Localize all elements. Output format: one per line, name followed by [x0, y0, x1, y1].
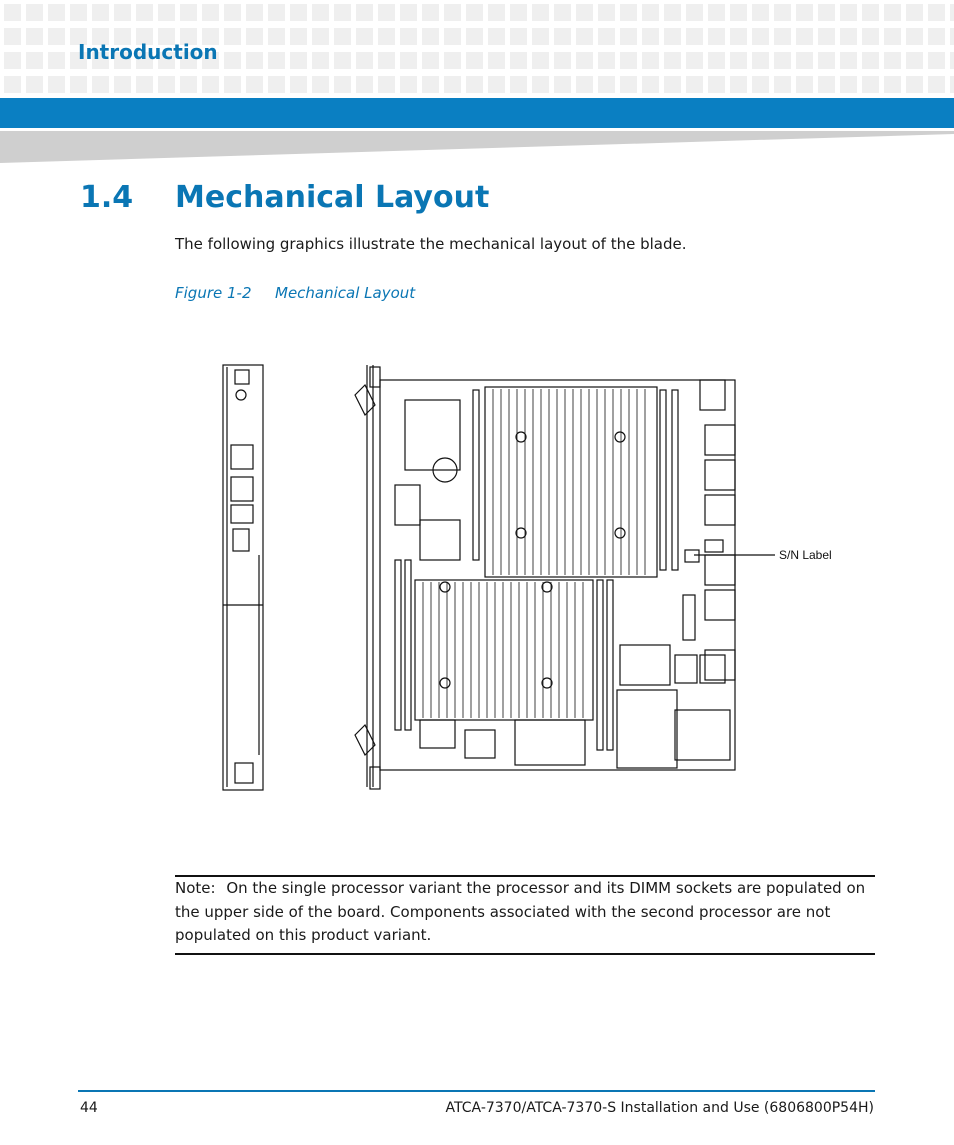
footer-rule — [78, 1090, 875, 1092]
note-label: Note: — [175, 879, 216, 897]
note-bottom-rule — [175, 953, 875, 955]
figure-label: Figure 1-2 — [175, 284, 252, 302]
sn-label-text: S/N Label — [779, 548, 832, 562]
note-text: On the single processor variant the processor and its DIMM sockets are populated on the upper side of the board. Components associated with the second processor are not populated on this product variant. — [175, 879, 866, 944]
section-title: Mechanical Layout — [175, 180, 490, 215]
front-panel-view — [223, 365, 263, 790]
upper-heatsink-fins — [493, 389, 645, 575]
note-block — [175, 877, 875, 948]
header-band — [0, 98, 954, 128]
chapter-title: Introduction — [78, 40, 218, 64]
intro-paragraph: The following graphics illustrate the mechanical layout of the blade. — [175, 235, 687, 253]
lower-heatsink-fins — [423, 582, 583, 718]
mechanical-layout-drawing — [205, 355, 855, 800]
board-view — [355, 365, 735, 789]
page-number: 44 — [80, 1100, 98, 1116]
document-reference: ATCA-7370/ATCA-7370-S Installation and Use (6806800P54H) — [445, 1100, 874, 1116]
figure-title: Mechanical Layout — [275, 284, 416, 302]
header-wedge — [0, 131, 954, 163]
section-number: 1.4 — [80, 180, 134, 215]
